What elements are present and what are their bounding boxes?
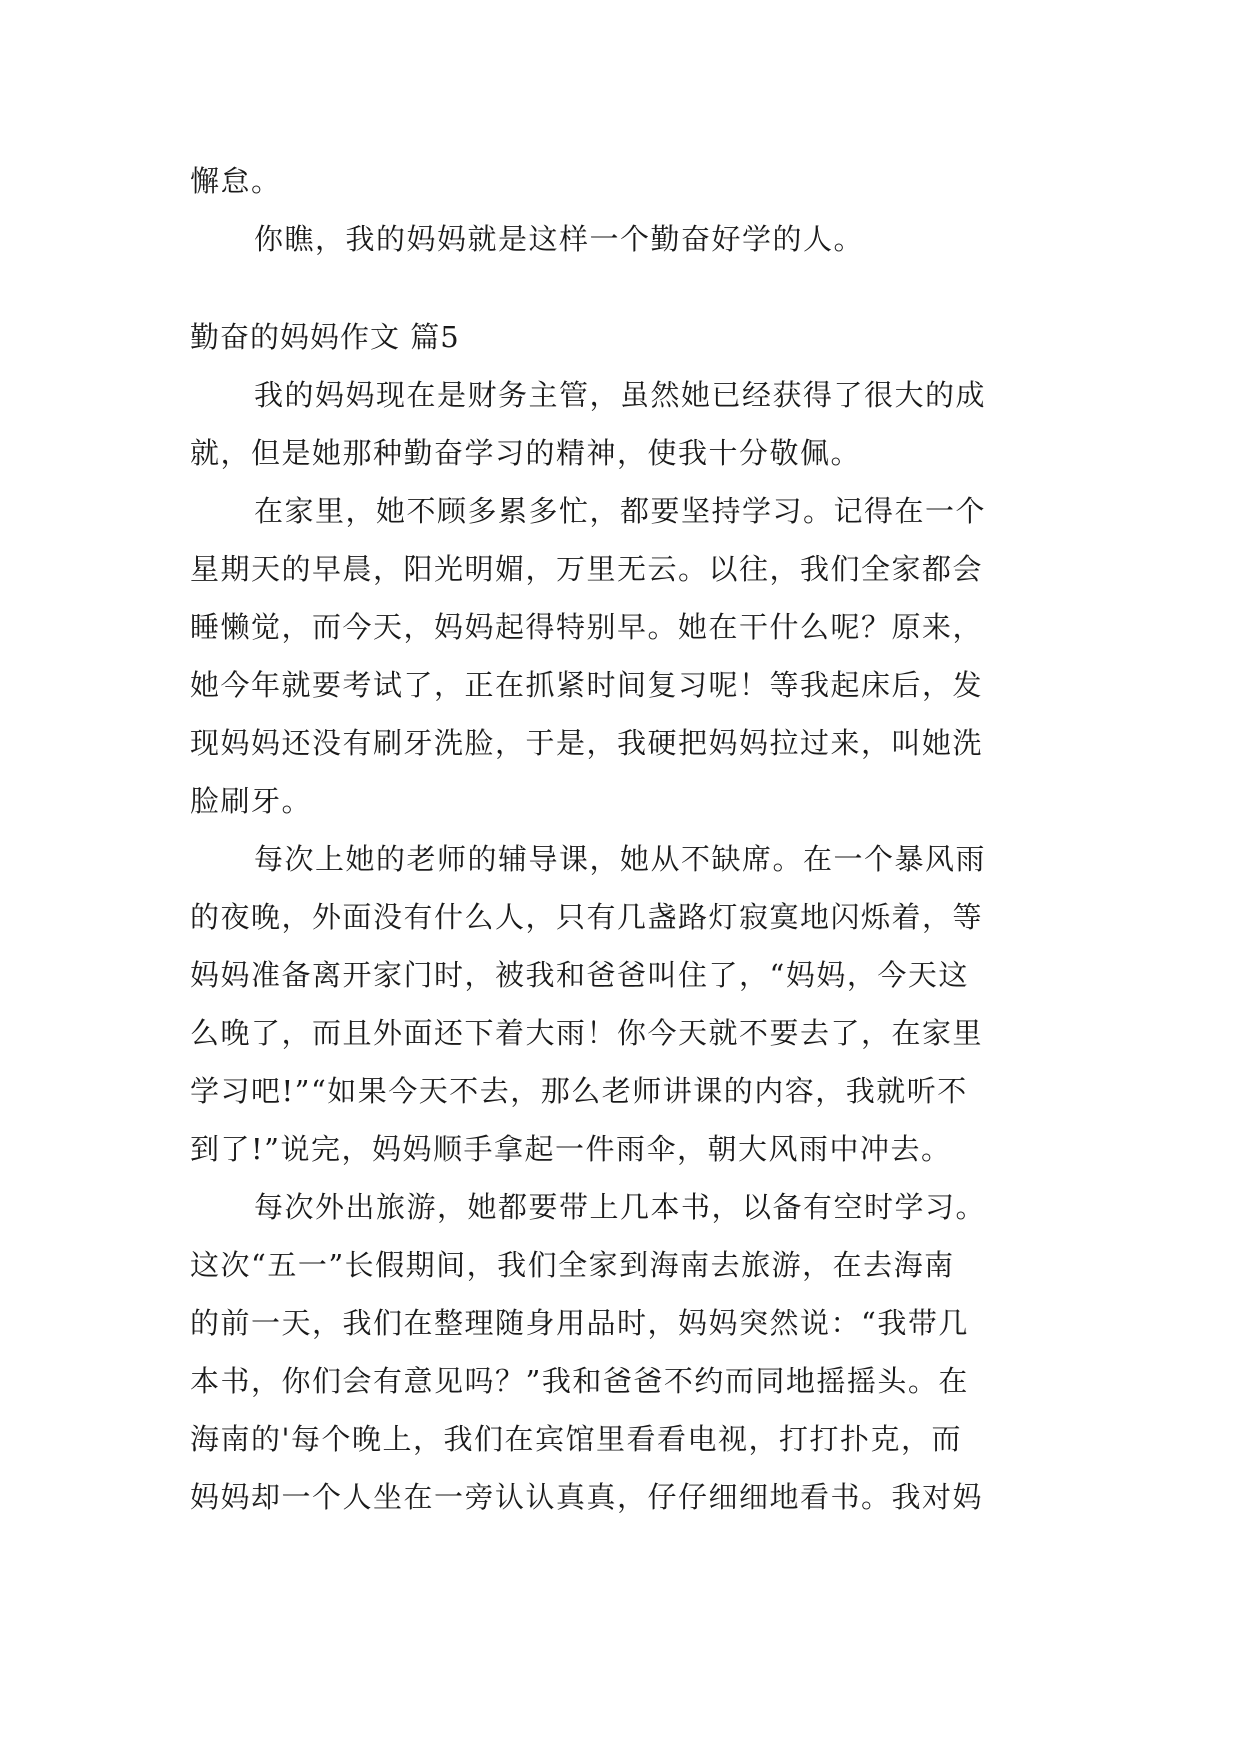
section-heading: 勤奋的妈妈作文 篇5 <box>190 320 460 354</box>
paragraph-1 <box>190 366 1070 482</box>
paragraph-line: 妈妈却一个人坐在一旁认认真真，仔仔细细地看书。我对妈 <box>190 1480 984 1514</box>
paragraph-line: 海南的'每个晚上，我们在宾馆里看看电视，打打扑克，而 <box>190 1422 962 1456</box>
paragraph-line: 这次“五一”长假期间，我们全家到海南去旅游，在去海南 <box>190 1248 955 1282</box>
paragraph-3 <box>190 830 1070 1178</box>
paragraph-line: 每次上她的老师的辅导课，她从不缺席。在一个暴风雨 <box>254 842 987 876</box>
intro-line-2: 你瞧，我的妈妈就是这样一个勤奋好学的人。 <box>254 222 865 256</box>
paragraph-line: 每次外出旅游，她都要带上几本书，以备有空时学习。 <box>254 1190 987 1224</box>
paragraph-line: 我的妈妈现在是财务主管，虽然她已经获得了很大的成 <box>254 378 987 412</box>
paragraph-line: 就，但是她那种勤奋学习的精神，使我十分敬佩。 <box>190 436 862 470</box>
paragraph-line: 现妈妈还没有刷牙洗脸，于是，我硬把妈妈拉过来，叫她洗 <box>190 726 984 760</box>
paragraph-line: 的前一天，我们在整理随身用品时，妈妈突然说：“我带几 <box>190 1306 969 1340</box>
paragraph-line: 她今年就要考试了，正在抓紧时间复习呢！等我起床后，发 <box>190 668 984 702</box>
paragraph-line: 脸刷牙。 <box>190 784 313 818</box>
paragraph-line: 睡懒觉，而今天，妈妈起得特别早。她在干什么呢？原来， <box>190 610 984 644</box>
paragraph-line: 的夜晚，外面没有什么人，只有几盏路灯寂寞地闪烁着，等 <box>190 900 984 934</box>
paragraph-line: 本书，你们会有意见吗？”我和爸爸不约而同地摇摇头。在 <box>190 1364 969 1398</box>
paragraph-line: 么晚了，而且外面还下着大雨！你今天就不要去了，在家里 <box>190 1016 984 1050</box>
paragraph-line: 到了!”说完，妈妈顺手拿起一件雨伞，朝大风雨中冲去。 <box>190 1132 952 1166</box>
intro-line-1: 懈怠。 <box>190 164 282 198</box>
paragraph-4 <box>190 1178 1070 1526</box>
paragraph-line: 妈妈准备离开家门时，被我和爸爸叫住了，“妈妈，今天这 <box>190 958 969 992</box>
paragraph-line: 在家里，她不顾多累多忙，都要坚持学习。记得在一个 <box>254 494 987 528</box>
section-spacer <box>190 268 1070 308</box>
paragraph-line: 学习吧!”“如果今天不去，那么老师讲课的内容，我就听不 <box>190 1074 968 1108</box>
paragraph-2 <box>190 482 1070 830</box>
document-body <box>190 152 1070 1526</box>
paragraph-line: 星期天的早晨，阳光明媚，万里无云。以往，我们全家都会 <box>190 552 984 586</box>
